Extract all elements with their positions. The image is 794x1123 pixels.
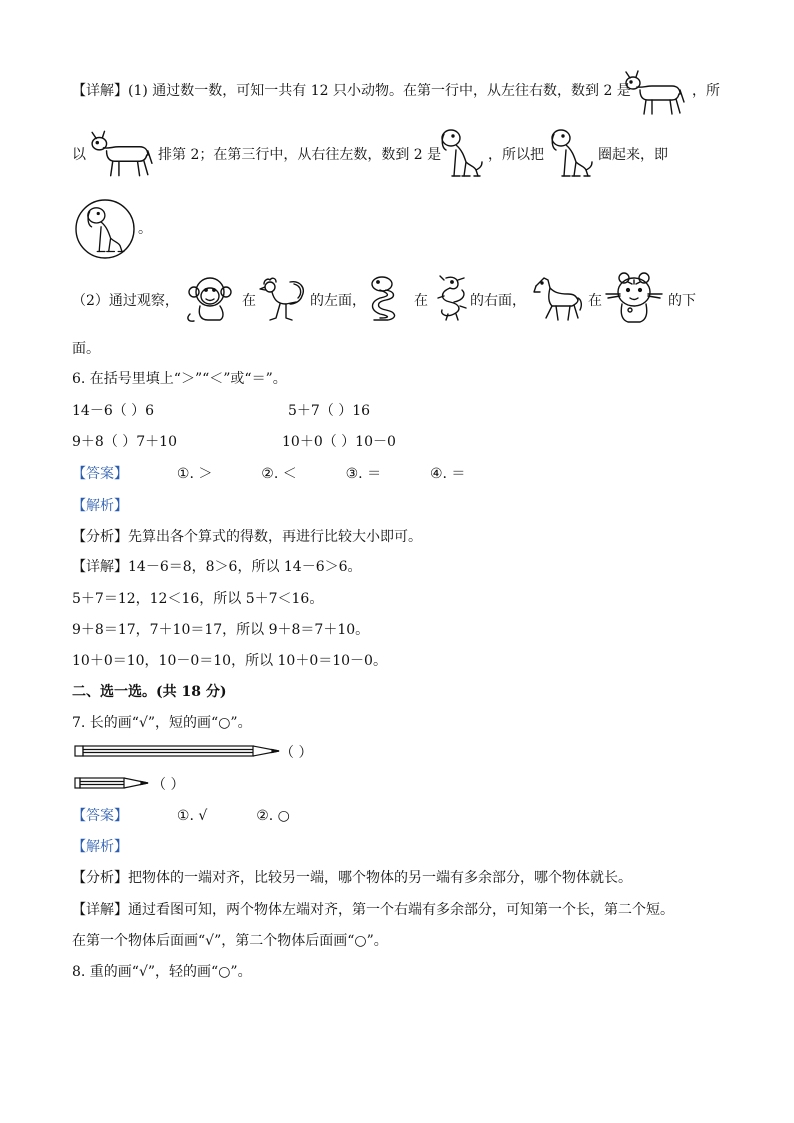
detail-text: 9＋8＝17，7＋10＝17，所以 9＋8＝7＋10。 [72,622,370,638]
detail-line-4c [310,292,366,310]
q7-detail-2 [72,932,388,950]
answer-item: ②. ＜ [261,466,297,482]
detail-line-2c [488,146,544,164]
answer-tag: 【答案】 [72,466,128,482]
analysis-tag: 【解析】 [72,498,128,514]
dog-icon [548,126,594,180]
detail-line-4g [668,292,696,310]
q6-row1-left [72,402,154,420]
q6-stem [72,370,287,388]
detail-text: ，所 [692,83,720,99]
tiger-icon [602,270,666,326]
detail-text: 5＋7＝12，12＜16，所以 5＋7＜16。 [72,591,324,607]
detail-text: 面。 [72,341,100,357]
detail-line-2 [72,146,86,164]
q6-row2-left [72,433,177,451]
q6-row2-right [282,433,396,451]
answer-blank: （ ） [152,777,185,793]
long-pencil-icon [74,744,282,758]
q7-paren-2 [152,776,184,794]
detail-line-4d [414,292,428,310]
rooster-icon [256,274,308,324]
detail-text: 【详解】14－6＝8，8＞6，所以 14－6＞6。 [72,559,362,575]
answer-tag: 【答案】 [72,808,128,824]
detail-line-5 [72,340,100,358]
expression: 10＋0（ ）10－0 [282,434,396,450]
detail-line-1-end [692,82,720,100]
answer-item: ①. ＞ [176,466,213,482]
expression: 5＋7（ ）16 [288,403,371,419]
q7-paren-1 [280,744,312,762]
ox-icon [622,68,686,118]
detail-text: 【详解】通过看图可知，两个物体左端对齐，第一个右端有多余部分，可知第一个长，第二个短。 [72,902,674,918]
q6-answer-line [72,465,465,483]
answer-item: ②. ○ [256,808,290,824]
q7-analysis-tag [72,838,128,856]
detail-text: 圈起来，即 [598,147,668,163]
detail-line-2d [598,146,668,164]
dog-icon [438,126,484,180]
q6-detail-1 [72,558,362,576]
question-text: 7. 长的画“√”，短的画“○”。 [72,715,252,731]
answer-item: ①. √ [176,808,208,824]
q7-stem [72,714,252,732]
snake-icon [366,274,410,324]
detail-text: 在第一个物体后面画“√”，第二个物体后面画“○”。 [72,933,388,949]
q6-detail-3 [72,621,369,639]
detail-text: 。 [138,221,152,237]
detail-text: 10＋0＝10，10－0＝10，所以 10＋0＝10－0。 [72,653,387,669]
q7-fenxi [72,869,632,887]
detail-text: ，所以把 [488,147,544,163]
monkey-icon [180,274,240,324]
detail-text: 在 [242,293,256,309]
expression: 14－6（ ）6 [72,403,155,419]
dragon-icon [432,274,472,324]
detail-line-4f [588,292,602,310]
q7-answer-line [72,807,290,825]
short-pencil-icon [74,776,150,790]
detail-text: 的右面， [470,293,526,309]
section-heading: 二、选一选。(共 18 分) [72,684,227,700]
detail-text: 以 [72,147,86,163]
question-text: 6. 在括号里填上“＞”“＜”或“＝”。 [72,371,287,387]
detail-line-4e [470,292,526,310]
answer-item: ④. ＝ [429,466,466,482]
q7-detail-1 [72,901,674,919]
answer-blank: （ ） [280,745,313,761]
q6-fenxi [72,528,422,546]
q6-analysis-tag [72,497,128,515]
detail-text: 的左面， [310,293,366,309]
detail-line-2b [158,146,441,164]
detail-line-3 [138,220,152,238]
circled-dog-icon [74,198,136,260]
answer-item: ③. ＝ [345,466,382,482]
section-title [72,683,226,701]
q8-stem [72,963,252,981]
detail-line-4b [242,292,256,310]
detail-text: 【详解】(1) 通过数一数，可知一共有 12 只小动物。在第一行中，从左往右数，数到 2 是 [72,83,631,99]
ox-icon [88,128,154,180]
detail-text: （2）通过观察， [72,293,179,309]
detail-text: 在 [414,293,428,309]
q6-detail-4 [72,652,387,670]
horse-icon [530,274,584,324]
detail-line-1 [72,82,631,100]
detail-line-4 [72,292,179,310]
detail-text: 在 [588,293,602,309]
analysis-text: 【分析】把物体的一端对齐，比较另一端，哪个物体的另一端有多余部分，哪个物体就长。 [72,870,632,886]
q6-row1-right [288,402,370,420]
q6-detail-2 [72,590,323,608]
question-text: 8. 重的画“√”，轻的画“○”。 [72,964,252,980]
analysis-text: 【分析】先算出各个算式的得数，再进行比较大小即可。 [72,529,422,545]
analysis-tag: 【解析】 [72,839,128,855]
expression: 9＋8（ ）7＋10 [72,434,177,450]
detail-text: 排第 2；在第三行中，从右往左数，数到 2 是 [158,147,442,163]
detail-text: 的下 [668,293,696,309]
